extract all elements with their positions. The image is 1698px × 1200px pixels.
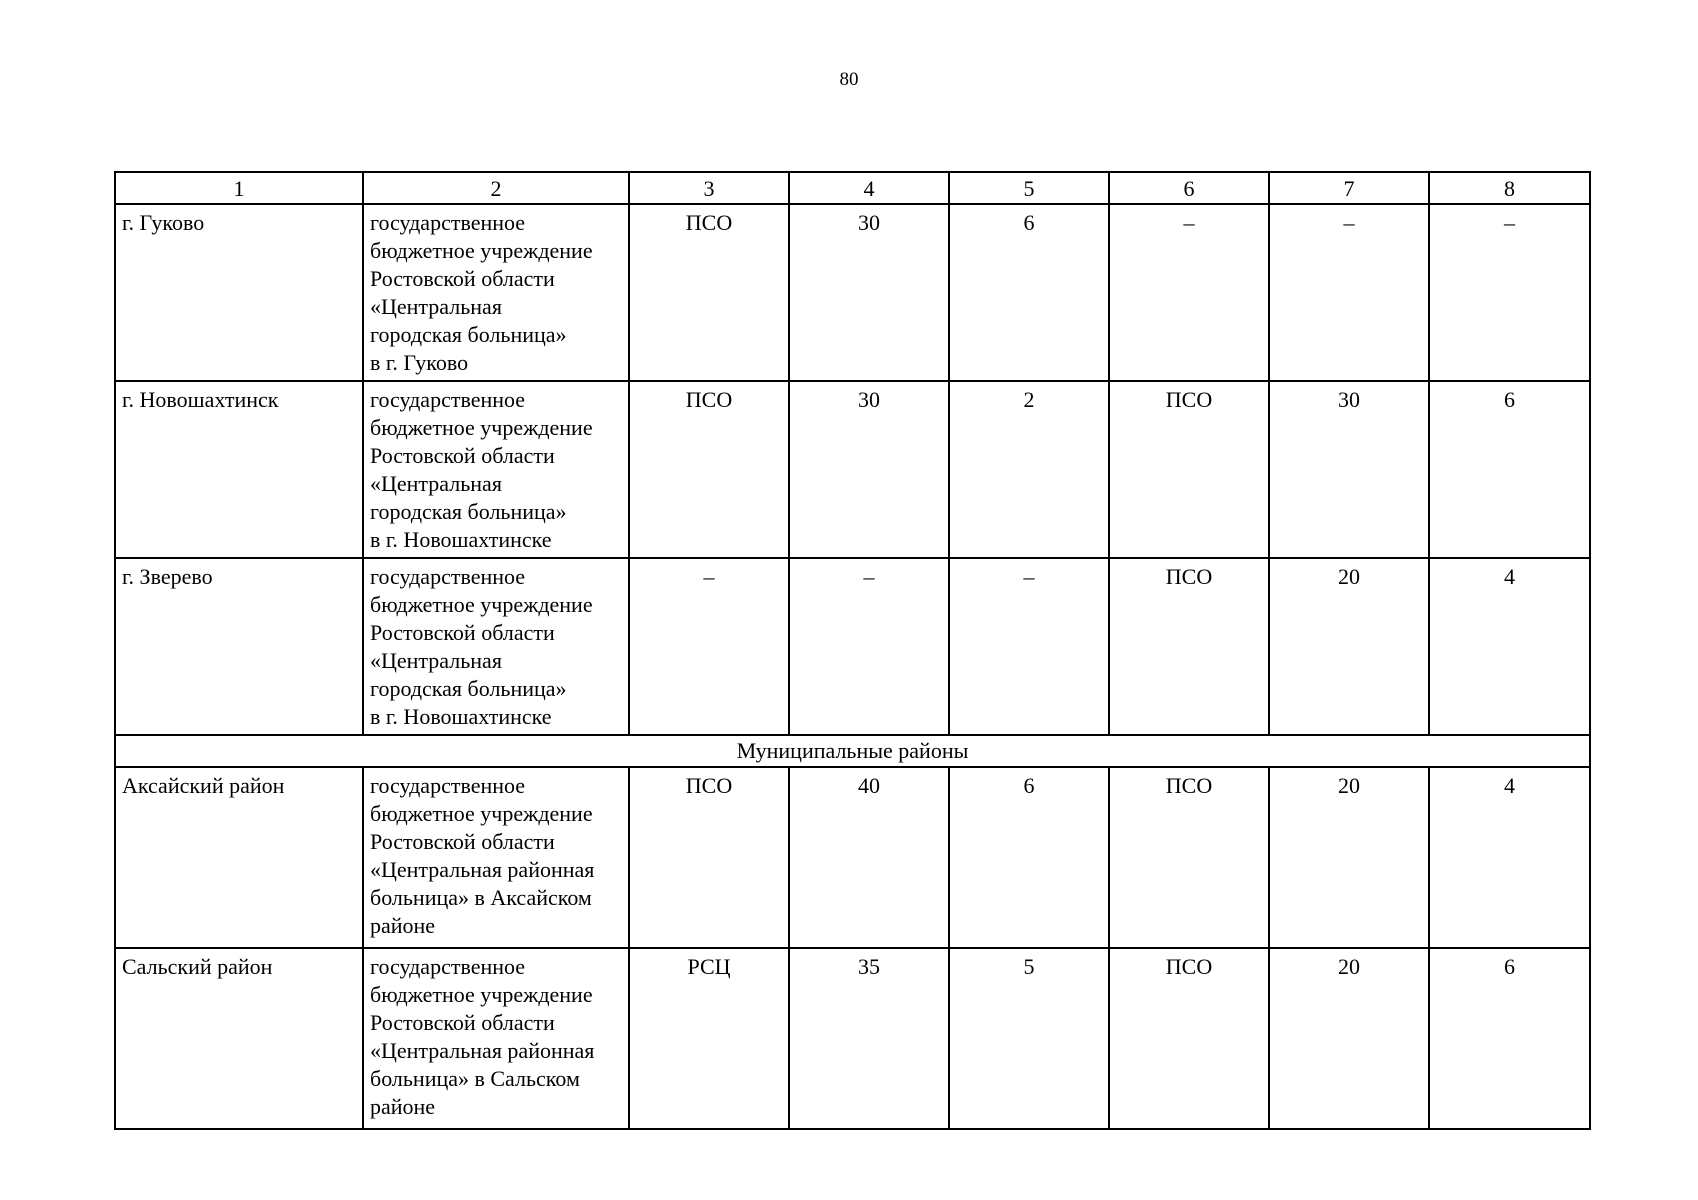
institution-line: бюджетное учреждение [370,592,593,617]
value-cell: ПСО [1109,381,1269,558]
column-header: 4 [789,172,949,204]
section-row [115,735,1590,767]
territory-cell: г. Новошахтинск [115,381,363,558]
table-header-row [115,172,1590,204]
value-cell: – [1109,204,1269,381]
table-row [115,204,1590,381]
value-cell: 4 [1429,558,1590,735]
value-cell: ПСО [1109,948,1269,1129]
value-cell: ПСО [629,767,789,948]
value-cell: 6 [949,204,1109,381]
institution-cell [363,558,629,735]
institution-line: бюджетное учреждение [370,801,593,826]
institution-line: в г. Новошахтинске [370,527,552,552]
territory-cell: Аксайский район [115,767,363,948]
value-cell: ПСО [1109,558,1269,735]
column-header: 6 [1109,172,1269,204]
table-row [115,381,1590,558]
institution-line: «Центральная [370,294,502,319]
institution-cell [363,767,629,948]
value-cell: – [789,558,949,735]
institution-line: «Центральная районная [370,857,595,882]
table-row [115,558,1590,735]
territory-cell: Сальский район [115,948,363,1129]
value-cell: 35 [789,948,949,1129]
institution-cell [363,204,629,381]
value-cell: 20 [1269,558,1429,735]
territory-cell: г. Зверево [115,558,363,735]
institution-line: бюджетное учреждение [370,982,593,1007]
institution-line: государственное [370,387,526,412]
institution-line: в г. Гуково [370,350,469,375]
institution-line: городская больница» [370,499,567,524]
column-header: 7 [1269,172,1429,204]
institution-line: государственное [370,564,526,589]
value-cell: ПСО [1109,767,1269,948]
value-cell: РСЦ [629,948,789,1129]
column-header: 8 [1429,172,1590,204]
value-cell: 40 [789,767,949,948]
institution-line: городская больница» [370,322,567,347]
institution-line: районе [370,1094,436,1119]
value-cell: – [949,558,1109,735]
institution-line: районе [370,913,436,938]
value-cell: ПСО [629,381,789,558]
value-cell: 6 [949,767,1109,948]
institution-line: Ростовской области [370,620,555,645]
value-cell: 20 [1269,948,1429,1129]
value-cell: 5 [949,948,1109,1129]
value-cell: 30 [789,204,949,381]
institution-line: Ростовской области [370,1010,555,1035]
page-number: 80 [839,69,859,90]
column-header: 2 [363,172,629,204]
territory-cell: г. Гуково [115,204,363,381]
value-cell: 30 [789,381,949,558]
institution-cell [363,948,629,1129]
value-cell: – [629,558,789,735]
institution-line: «Центральная [370,648,502,673]
institution-cell [363,381,629,558]
column-header: 5 [949,172,1109,204]
institution-line: «Центральная районная [370,1038,595,1063]
institution-line: Ростовской области [370,829,555,854]
institution-line: «Центральная [370,471,502,496]
institution-line: больница» в Сальском [370,1066,580,1091]
institution-line: бюджетное учреждение [370,415,593,440]
value-cell: 6 [1429,381,1590,558]
institution-line: Ростовской области [370,443,555,468]
institution-line: Ростовской области [370,266,555,291]
value-cell: 6 [1429,948,1590,1129]
value-cell: 20 [1269,767,1429,948]
hospital-table [114,171,1591,1130]
column-header: 3 [629,172,789,204]
institution-line: государственное [370,954,526,979]
value-cell: 4 [1429,767,1590,948]
institution-line: бюджетное учреждение [370,238,593,263]
column-header: 1 [115,172,363,204]
value-cell: – [1269,204,1429,381]
institution-line: государственное [370,773,526,798]
value-cell: ПСО [629,204,789,381]
institution-line: городская больница» [370,676,567,701]
institution-line: государственное [370,210,526,235]
section-title: Муниципальные районы [115,735,1590,767]
value-cell: 30 [1269,381,1429,558]
table-row [115,948,1590,1129]
institution-line: больница» в Аксайском [370,885,592,910]
value-cell: – [1429,204,1590,381]
table-row [115,767,1590,948]
value-cell: 2 [949,381,1109,558]
institution-line: в г. Новошахтинске [370,704,552,729]
